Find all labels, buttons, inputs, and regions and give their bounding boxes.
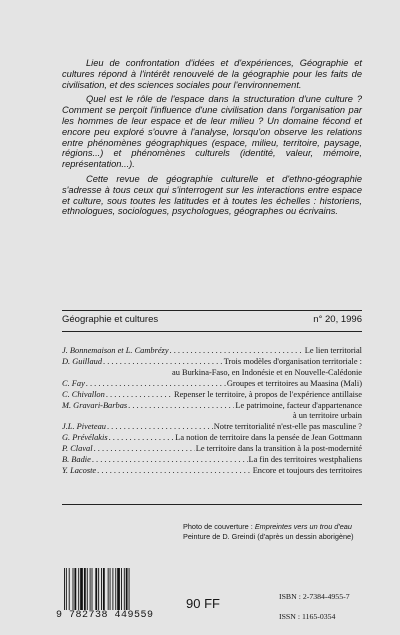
toc-leader xyxy=(86,379,226,390)
series-header xyxy=(62,314,362,325)
cover-credits xyxy=(183,522,383,541)
toc-author: B. Badie xyxy=(62,455,91,465)
toc-author: C. Chivallon xyxy=(62,389,105,399)
toc-leader xyxy=(128,401,234,412)
series-issue: n° 20, 1996 xyxy=(313,314,362,325)
toc-entry-cont xyxy=(62,411,362,422)
toc-entry xyxy=(62,444,362,455)
barcode-number: 9 782738 449559 xyxy=(56,610,154,621)
toc-entry xyxy=(62,466,362,477)
toc-entry xyxy=(62,422,362,433)
toc-leader xyxy=(170,346,304,357)
toc-title: Repenser le territoire, à propos de l'expérience antillaise xyxy=(173,389,362,399)
toc-title: Le patrimoine, facteur d'appartenance xyxy=(235,400,362,410)
toc-author: M. Gravari-Barbas xyxy=(62,400,128,410)
toc-title: Le lien territorial xyxy=(304,346,362,355)
photo-title: Empreintes vers un trou d'eau xyxy=(254,522,352,531)
price: 90 FF xyxy=(186,596,220,611)
toc-title: Trois modèles d'organisation territoriale : xyxy=(223,356,362,366)
toc-title-cont: au Burkina-Faso, en Indonésie et en Nouvelle-Calédonie xyxy=(171,367,362,377)
photo-label: Photo de couverture : xyxy=(183,522,253,531)
photo-credit xyxy=(183,522,383,532)
toc-leader xyxy=(103,357,223,368)
table-of-contents xyxy=(62,346,362,477)
series-name: Géographie et cultures xyxy=(62,314,159,325)
barcode-icon xyxy=(62,568,157,610)
intro-paragraph-2: Quel est le rôle de l'espace dans la structuration d'une culture ? Comment se perçoit l'influence d'une civilisation dans l'organisation par les hommes de leur espace et de leur milieu ? Un domaine fécond et encore peu exploré s'ouvre à l'analyse, lorsqu'on observe les relations entre phénomènes géographiques (espace, milieu, territoire, paysage, régions...) et phénomènes culturels (identité, valeur, mémoire, représentation...). xyxy=(62,94,362,170)
series-rule xyxy=(62,331,362,332)
intro-paragraph-1: Lieu de confrontation d'idées et d'expériences, Géographie et cultures répond à l'intérêt renouvelé de la géographie pour les faits de civilisation, et des sciences sociales pour l'environnement. xyxy=(62,58,362,90)
top-rule xyxy=(62,310,362,311)
toc-entry-cont xyxy=(62,368,362,379)
toc-author: G. Prévélakis xyxy=(62,433,108,443)
toc-entry xyxy=(62,379,362,390)
toc-author: P. Claval xyxy=(62,444,93,454)
toc-entry xyxy=(62,357,362,368)
toc-leader xyxy=(106,390,173,401)
issn: ISSN : 1165-0354 xyxy=(279,612,336,621)
painting-credit: Peinture de D. Greindi (d'après un dessin aborigène) xyxy=(183,531,354,541)
toc-leader xyxy=(97,466,252,477)
toc-title: Encore et toujours des territoires xyxy=(252,465,362,475)
intro-paragraph-3: Cette revue de géographie culturelle et d'ethno-géographie s'adresse à tous ceux qui s'interrogent sur les interactions entre espace et culture, sous toutes les latitudes et à toutes les échelles : historiens, ethnologues, sociologues, psychologues, géographes ou écrivains. xyxy=(62,173,362,217)
toc-entry xyxy=(62,390,362,401)
toc-entry xyxy=(62,401,362,412)
toc-title: Groupes et territoires au Maasina (Mali) xyxy=(226,378,362,388)
toc-entry xyxy=(62,433,362,444)
toc-leader xyxy=(94,444,195,455)
toc-title: Notre territorialité n'est-elle pas masculine ? xyxy=(213,422,362,432)
toc-leader xyxy=(109,433,175,444)
toc-entry xyxy=(62,346,362,357)
toc-author: C. Fay xyxy=(62,378,85,388)
toc-title-cont: à un territoire urbain xyxy=(292,411,362,421)
bottom-rule xyxy=(62,504,362,505)
toc-author: Y. Lacoste xyxy=(62,465,97,475)
toc-title: La fin des territoires westphaliens xyxy=(248,455,362,465)
isbn-block xyxy=(279,587,350,627)
toc-author: D. Guillaud xyxy=(62,356,103,366)
toc-entry xyxy=(62,455,362,466)
toc-leader xyxy=(107,422,213,433)
toc-author: J. Bonnemaison et L. Cambrézy xyxy=(62,346,169,355)
toc-title: Le territoire dans la transition à la post-modernité xyxy=(195,444,362,454)
isbn: ISBN : 2-7384-4955-7 xyxy=(279,592,350,601)
toc-leader xyxy=(92,455,248,466)
toc-author: J.L. Piveteau xyxy=(62,422,106,432)
toc-title: La notion de territoire dans la pensée de Jean Gottmann xyxy=(175,433,362,443)
intro-text xyxy=(62,58,362,221)
